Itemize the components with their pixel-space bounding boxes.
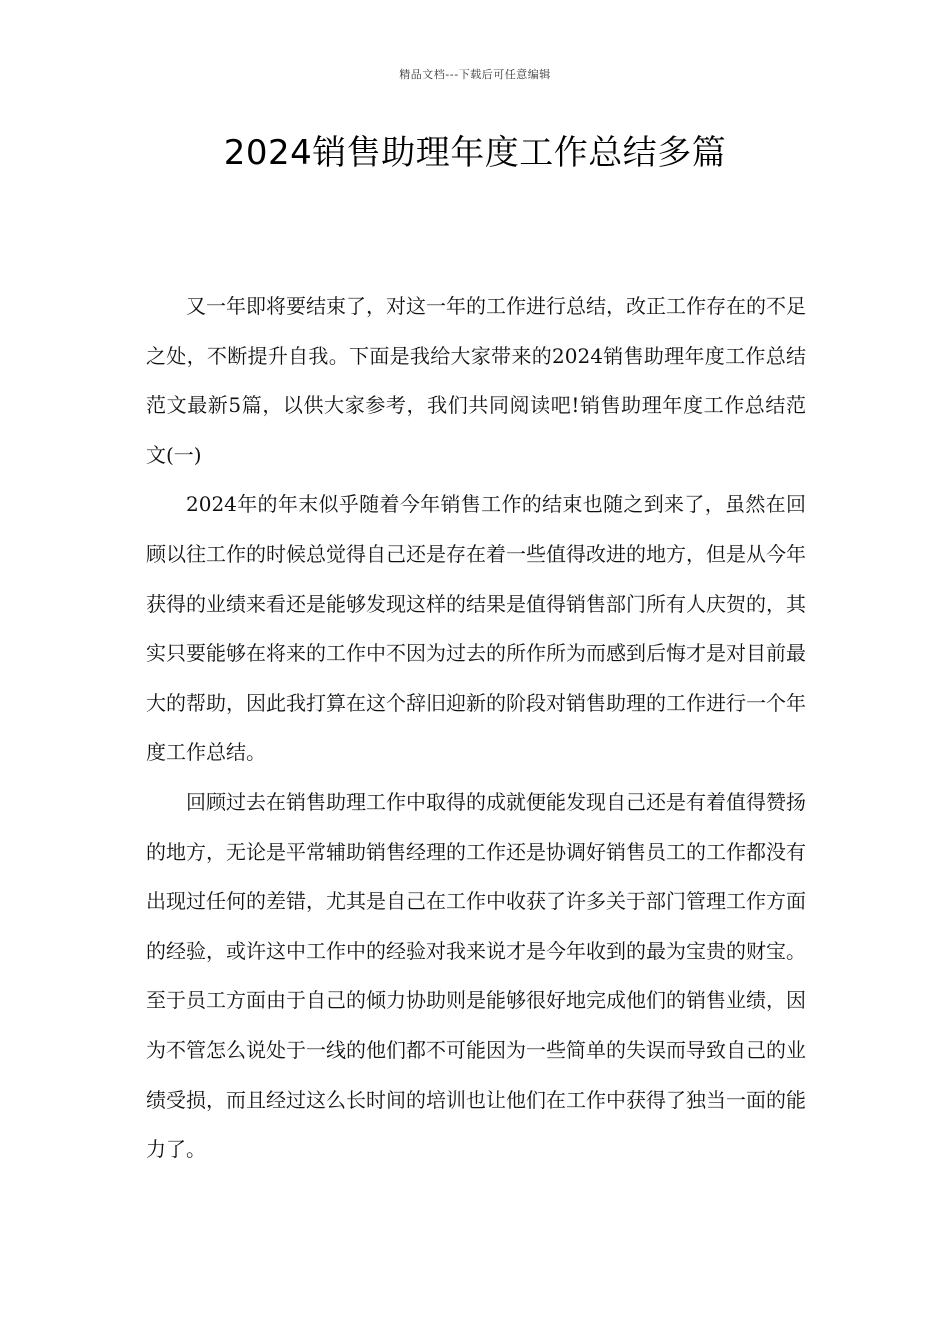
document-body [146,282,806,1175]
header-watermark-text: 精品文档---下载后可任意编辑 [399,68,551,81]
document-title: 2024销售助理年度工作总结多篇 [223,133,727,173]
paragraph-intro: 又一年即将要结束了，对这一年的工作进行总结，改正工作存在的不足之处，不断提升自我。下面是我给大家带来的2024销售助理年度工作总结范文最新5篇，以供大家参考，我们共同阅读吧!销售助理年度工作总结范文(一) [146,294,806,467]
paragraph-year-end: 2024年的年末似乎随着今年销售工作的结束也随之到来了，虽然在回顾以往工作的时候总觉得自己还是存在着一些值得改进的地方，但是从今年获得的业绩来看还是能够发现这样的结果是值得销售部门所有人庆贺的，其实只要能够在将来的工作中不因为过去的所作所为而感到后悔才是对目前最大的帮助，因此我打算在这个辞旧迎新的阶段对销售助理的工作进行一个年度工作总结。 [146,492,806,765]
paragraph-review: 回顾过去在销售助理工作中取得的成就便能发现自己还是有着值得赞扬的地方，无论是平常辅助销售经理的工作还是协调好销售员工的工作都没有出现过任何的差错，尤其是自己在工作中收获了许多关于部门管理工作方面的经验，或许这中工作中的经验对我来说才是今年收到的最为宝贵的财宝。至于员工方面由于自己的倾力协助则是能够很好地完成他们的销售业绩，因为不管怎么说处于一线的他们都不可能因为一些简单的失误而导致自己的业绩受损，而且经过这么长时间的培训也让他们在工作中获得了独当一面的能力了。 [146,789,806,1162]
